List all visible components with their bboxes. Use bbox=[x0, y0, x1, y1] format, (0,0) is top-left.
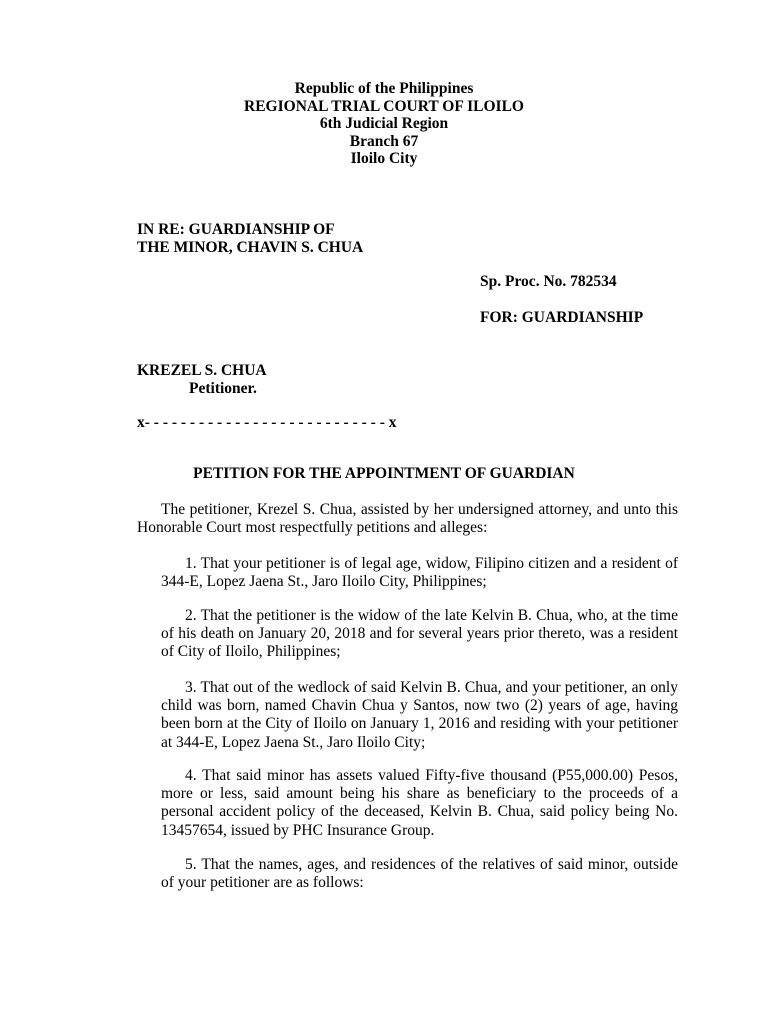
header-republic: Republic of the Philippines bbox=[294, 80, 474, 97]
header-court: REGIONAL TRIAL COURT OF ILOILO bbox=[244, 97, 524, 115]
case-number: Sp. Proc. No. 782534 bbox=[480, 273, 617, 290]
intro-paragraph: The petitioner, Krezel S. Chua, assisted by her undersigned attorney, and unto this Honorable Court most respectfully petitions and alleges: bbox=[137, 501, 678, 537]
petitioner-role: Petitioner. bbox=[189, 380, 257, 397]
header-branch: Branch 67 bbox=[349, 132, 419, 150]
allegation-paragraph-3: 3. That out of the wedlock of said Kelvin B. Chua, and your petitioner, an only child was born, named Chavin Chua y Santos, now two (2) years of age, having been born at the City of Iloilo on January 1, 2016 and residing with your petitioner at 344-E, Lopez Jaena St., Jaro Iloilo City; bbox=[161, 679, 678, 751]
petitioner-name: KREZEL S. CHUA bbox=[137, 362, 267, 379]
allegation-paragraph-1: 1. That your petitioner is of legal age, widow, Filipino citizen and a resident of 344-E, Lopez Jaena St., Jaro Iloilo City, Philippines; bbox=[161, 555, 678, 591]
case-caption bbox=[137, 221, 363, 257]
allegation-paragraph-4: 4. That said minor has assets valued Fifty-five thousand (P55,000.00) Pesos, more or less, said amount being his share as beneficiary to the proceeds of a personal accident policy of the deceased, Kelvin B. Chua, said policy being No. 13457654, issued by PHC Insurance Group. bbox=[161, 767, 678, 839]
caption-separator: x- - - - - - - - - - - - - - - - - - - - - - - - - - - x bbox=[137, 414, 397, 431]
header-region: 6th Judicial Region bbox=[319, 115, 449, 133]
court-header bbox=[0, 80, 768, 168]
caption-line-2: THE MINOR, CHAVIN S. CHUA bbox=[137, 239, 364, 256]
allegation-paragraph-2: 2. That the petitioner is the widow of the late Kelvin B. Chua, who, at the time of his death on January 20, 2018 and for several years prior thereto, was a resident of City of Iloilo, Philippines; bbox=[161, 607, 678, 661]
allegation-paragraph-5: 5. That the names, ages, and residences of the relatives of said minor, outside of your petitioner are as follows: bbox=[161, 856, 678, 892]
document-title: PETITION FOR THE APPOINTMENT OF GUARDIAN bbox=[193, 465, 575, 482]
case-nature: FOR: GUARDIANSHIP bbox=[480, 309, 644, 326]
header-city: Iloilo City bbox=[350, 150, 418, 168]
caption-line-1: IN RE: GUARDIANSHIP OF bbox=[137, 221, 335, 238]
